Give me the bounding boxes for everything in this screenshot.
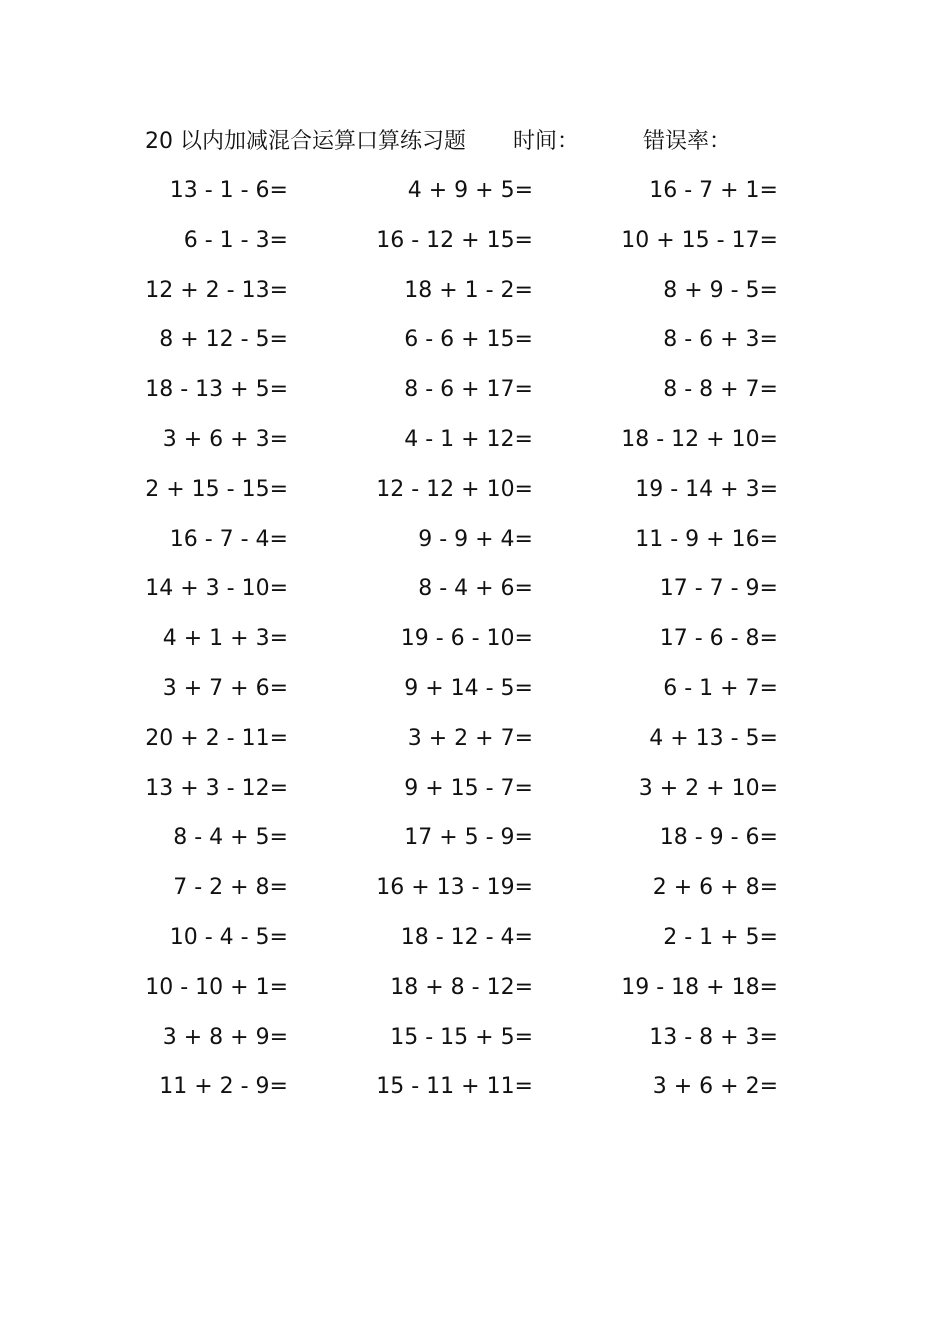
math-problem: 3 + 2 + 7= (407, 725, 533, 751)
math-problem: 8 - 6 + 3= (663, 327, 778, 353)
math-problem: 17 - 7 - 9= (659, 576, 778, 602)
math-problem: 19 - 6 - 10= (400, 626, 533, 652)
problem-row (0, 1070, 950, 1120)
problem-row (0, 224, 950, 274)
math-problem: 2 + 15 - 15= (145, 476, 288, 502)
math-problem: 6 - 6 + 15= (404, 327, 533, 353)
math-problem: 6 - 1 + 7= (663, 675, 778, 701)
worksheet-title: 20 以内加减混合运算口算练习题 (145, 129, 466, 154)
math-problem: 11 + 2 - 9= (159, 1074, 288, 1100)
problem-row (0, 722, 950, 772)
error-rate-label: 错误率： (643, 129, 732, 154)
math-problem: 16 - 7 - 4= (169, 526, 288, 552)
math-problem: 10 + 15 - 17= (621, 227, 778, 253)
math-problem: 8 + 9 - 5= (663, 277, 778, 303)
math-problem: 16 - 12 + 15= (376, 227, 533, 253)
math-problem: 13 + 3 - 12= (145, 775, 288, 801)
math-problem: 8 + 12 - 5= (159, 327, 288, 353)
math-problem: 4 + 13 - 5= (649, 725, 778, 751)
math-problem: 19 - 18 + 18= (621, 974, 778, 1000)
math-problem: 12 + 2 - 13= (145, 277, 288, 303)
math-problem: 9 - 9 + 4= (418, 526, 533, 552)
problem-row (0, 473, 950, 523)
problem-row (0, 373, 950, 423)
problem-row (0, 323, 950, 373)
math-problem: 12 - 12 + 10= (376, 476, 533, 502)
math-problem: 19 - 14 + 3= (635, 476, 778, 502)
problem-row (0, 174, 950, 224)
problem-row (0, 871, 950, 921)
problem-row (0, 1021, 950, 1071)
math-problem: 10 - 10 + 1= (145, 974, 288, 1000)
math-problem: 15 - 11 + 11= (376, 1074, 533, 1100)
problem-grid (0, 174, 950, 1120)
problem-row (0, 274, 950, 324)
problem-row (0, 821, 950, 871)
math-problem: 9 + 15 - 7= (404, 775, 533, 801)
problem-row (0, 423, 950, 473)
math-problem: 8 - 4 + 6= (418, 576, 533, 602)
math-problem: 9 + 14 - 5= (404, 675, 533, 701)
problem-row (0, 622, 950, 672)
problem-row (0, 772, 950, 822)
math-problem: 3 + 6 + 3= (162, 426, 288, 452)
math-problem: 20 + 2 - 11= (145, 725, 288, 751)
problem-row (0, 572, 950, 622)
math-problem: 10 - 4 - 5= (169, 924, 288, 950)
math-problem: 17 + 5 - 9= (404, 825, 533, 851)
problem-row (0, 921, 950, 971)
math-problem: 4 + 9 + 5= (407, 178, 533, 203)
math-problem: 2 + 6 + 8= (652, 875, 778, 901)
math-problem: 8 - 4 + 5= (173, 825, 288, 851)
math-problem: 18 + 8 - 12= (390, 974, 533, 1000)
math-problem: 2 - 1 + 5= (663, 924, 778, 950)
math-problem: 3 + 2 + 10= (638, 775, 778, 801)
math-problem: 13 - 1 - 6= (169, 178, 288, 203)
math-problem: 4 - 1 + 12= (404, 426, 533, 452)
time-label: 时间： (513, 129, 580, 154)
math-problem: 18 - 12 + 10= (621, 426, 778, 452)
math-problem: 18 - 13 + 5= (145, 377, 288, 403)
math-problem: 18 - 12 - 4= (400, 924, 533, 950)
worksheet-header (145, 125, 845, 159)
math-problem: 15 - 15 + 5= (390, 1024, 533, 1050)
math-problem: 3 + 8 + 9= (162, 1024, 288, 1050)
problem-row (0, 523, 950, 573)
math-problem: 7 - 2 + 8= (173, 875, 288, 901)
math-problem: 18 - 9 - 6= (659, 825, 778, 851)
math-problem: 3 + 7 + 6= (162, 675, 288, 701)
math-problem: 18 + 1 - 2= (404, 277, 533, 303)
math-problem: 13 - 8 + 3= (649, 1024, 778, 1050)
math-problem: 11 - 9 + 16= (635, 526, 778, 552)
math-problem: 8 - 8 + 7= (663, 377, 778, 403)
math-problem: 6 - 1 - 3= (183, 227, 288, 253)
problem-row (0, 971, 950, 1021)
math-problem: 17 - 6 - 8= (659, 626, 778, 652)
math-problem: 14 + 3 - 10= (145, 576, 288, 602)
math-problem: 4 + 1 + 3= (162, 626, 288, 652)
math-problem: 16 - 7 + 1= (649, 178, 778, 203)
math-problem: 3 + 6 + 2= (652, 1074, 778, 1100)
problem-row (0, 672, 950, 722)
math-problem: 16 + 13 - 19= (376, 875, 533, 901)
math-problem: 8 - 6 + 17= (404, 377, 533, 403)
